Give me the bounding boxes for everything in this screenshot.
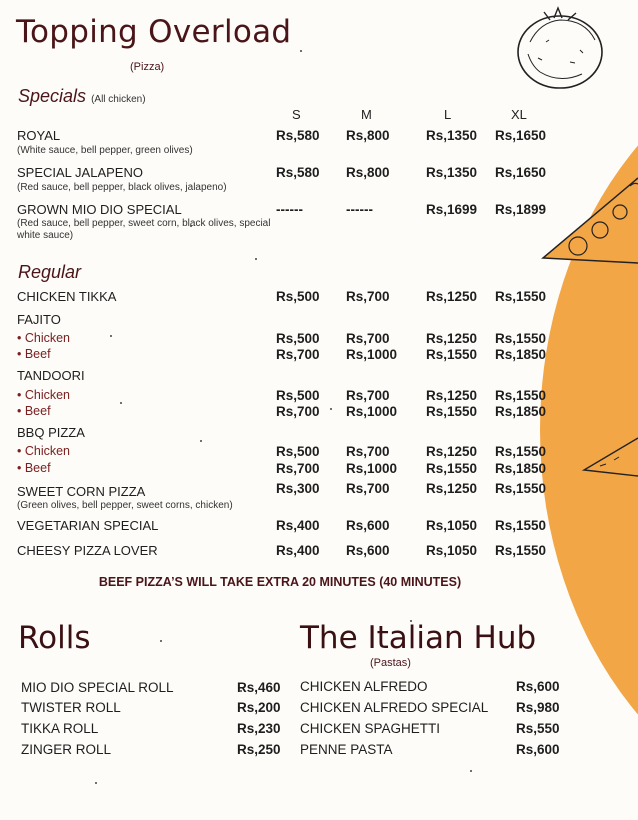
speckle <box>200 440 202 442</box>
price-l: Rs,1250 <box>426 289 478 304</box>
roll-item-name: MIO DIO SPECIAL ROLL <box>21 680 174 695</box>
menu-item-desc: (Green olives, bell pepper, sweet corns, chicken) <box>17 500 233 511</box>
price-xl: Rs,1550 <box>495 331 547 346</box>
price-s: Rs,400 <box>276 518 320 533</box>
menu-item-name: TANDOORI <box>17 368 85 383</box>
price-l: Rs,1250 <box>426 331 478 346</box>
roll-item-name: TIKKA ROLL <box>21 721 99 736</box>
price-m: Rs,800 <box>346 128 390 143</box>
price-l: Rs,1350 <box>426 128 478 143</box>
price-l: Rs,1550 <box>426 461 478 476</box>
pasta-item-name: CHICKEN ALFREDO <box>300 679 428 694</box>
roll-item-price: Rs,200 <box>237 700 281 715</box>
pasta-item-name: CHICKEN SPAGHETTI <box>300 721 441 736</box>
menu-item-desc: (Red sauce, bell pepper, sweet corn, black olives, special white sauce) <box>17 218 271 241</box>
price-s: Rs,300 <box>276 481 320 496</box>
price-xl: Rs,1550 <box>495 388 547 403</box>
speckle <box>110 335 112 337</box>
speckle <box>160 640 162 642</box>
price-s: ------ <box>276 202 303 217</box>
variant-beef: • Beef <box>17 347 51 361</box>
price-s: Rs,500 <box>276 289 320 304</box>
menu-item-name: SWEET CORN PIZZA <box>17 484 146 499</box>
price-s: Rs,700 <box>276 347 320 362</box>
price-l: Rs,1550 <box>426 404 478 419</box>
roll-item-price: Rs,460 <box>237 680 281 695</box>
variant-beef: • Beef <box>17 404 51 418</box>
speckle <box>255 258 257 260</box>
italian-hub-subtitle: (Pastas) <box>370 657 411 669</box>
price-xl: Rs,1550 <box>495 518 547 533</box>
price-l: Rs,1250 <box>426 444 478 459</box>
pasta-item-name: CHICKEN ALFREDO SPECIAL <box>300 700 489 715</box>
roll-item-price: Rs,230 <box>237 721 281 736</box>
specials-heading-text: Specials <box>18 86 87 106</box>
regular-heading: Regular <box>18 262 82 282</box>
specials-note: (All chicken) <box>91 94 146 105</box>
size-header-xl: XL <box>511 107 527 122</box>
menu-subtitle: (Pizza) <box>130 61 165 73</box>
price-xl: Rs,1550 <box>495 543 547 558</box>
variant-chicken: • Chicken <box>17 444 71 458</box>
price-xl: Rs,1650 <box>495 165 547 180</box>
price-l: Rs,1550 <box>426 347 478 362</box>
price-m: ------ <box>346 202 373 217</box>
price-s: Rs,500 <box>276 444 320 459</box>
price-xl: Rs,1850 <box>495 404 547 419</box>
price-l: Rs,1350 <box>426 165 478 180</box>
menu-item-desc: (Red sauce, bell pepper, black olives, jalapeno) <box>17 182 227 193</box>
roll-item-price: Rs,250 <box>237 742 281 757</box>
price-l: Rs,1699 <box>426 202 478 217</box>
size-header-m: M <box>361 107 372 122</box>
menu-item-name: CHEESY PIZZA LOVER <box>17 543 158 558</box>
speckle <box>95 782 97 784</box>
price-xl: Rs,1850 <box>495 347 547 362</box>
price-m: Rs,700 <box>346 289 390 304</box>
pizza-slice-illustration <box>580 430 638 480</box>
price-m: Rs,1000 <box>346 461 398 476</box>
beef-time-note: BEEF PIZZA’S WILL TAKE EXTRA 20 MINUTES (40 MINUTES) <box>98 575 462 589</box>
price-s: Rs,400 <box>276 543 320 558</box>
menu-item-name: VEGETARIAN SPECIAL <box>17 518 159 533</box>
pasta-item-price: Rs,980 <box>516 700 560 715</box>
price-m: Rs,1000 <box>346 404 398 419</box>
menu-item-desc: (White sauce, bell pepper, green olives) <box>17 145 193 156</box>
roll-item-name: TWISTER ROLL <box>21 700 121 715</box>
price-xl: Rs,1650 <box>495 128 547 143</box>
price-s: Rs,500 <box>276 331 320 346</box>
menu-item-name: CHICKEN TIKKA <box>17 289 117 304</box>
menu-item-name: GROWN MIO DIO SPECIAL <box>17 202 182 217</box>
price-m: Rs,700 <box>346 481 390 496</box>
price-m: Rs,700 <box>346 388 390 403</box>
price-m: Rs,700 <box>346 331 390 346</box>
variant-chicken: • Chicken <box>17 331 71 345</box>
price-s: Rs,500 <box>276 388 320 403</box>
tomato-illustration <box>510 2 610 92</box>
pasta-item-price: Rs,600 <box>516 679 560 694</box>
price-xl: Rs,1899 <box>495 202 547 217</box>
price-m: Rs,700 <box>346 444 390 459</box>
price-m: Rs,600 <box>346 543 390 558</box>
pasta-item-name: PENNE PASTA <box>300 742 393 757</box>
pasta-item-price: Rs,600 <box>516 742 560 757</box>
price-l: Rs,1050 <box>426 543 478 558</box>
speckle <box>470 770 472 772</box>
price-l: Rs,1050 <box>426 518 478 533</box>
menu-item-name: ROYAL <box>17 128 61 143</box>
menu-item-name: SPECIAL JALAPENO <box>17 165 143 180</box>
speckle <box>300 50 302 52</box>
specials-heading <box>18 86 146 107</box>
price-xl: Rs,1550 <box>495 481 547 496</box>
pasta-item-price: Rs,550 <box>516 721 560 736</box>
price-m: Rs,1000 <box>346 347 398 362</box>
menu-item-name: BBQ PIZZA <box>17 425 85 440</box>
price-xl: Rs,1850 <box>495 461 547 476</box>
price-s: Rs,700 <box>276 404 320 419</box>
pizza-slice-illustration <box>538 168 638 268</box>
menu-item-name: FAJITO <box>17 312 61 327</box>
price-s: Rs,700 <box>276 461 320 476</box>
price-xl: Rs,1550 <box>495 289 547 304</box>
size-header-l: L <box>444 107 452 122</box>
italian-hub-title: The Italian Hub <box>300 620 537 656</box>
price-m: Rs,800 <box>346 165 390 180</box>
variant-chicken: • Chicken <box>17 388 71 402</box>
variant-beef: • Beef <box>17 461 51 475</box>
speckle <box>330 408 332 410</box>
price-l: Rs,1250 <box>426 481 478 496</box>
price-s: Rs,580 <box>276 165 320 180</box>
menu-title: Topping Overload <box>16 14 292 50</box>
speckle <box>120 402 122 404</box>
size-header-s: S <box>292 107 301 122</box>
roll-item-name: ZINGER ROLL <box>21 742 112 757</box>
price-s: Rs,580 <box>276 128 320 143</box>
price-xl: Rs,1550 <box>495 444 547 459</box>
price-l: Rs,1250 <box>426 388 478 403</box>
price-m: Rs,600 <box>346 518 390 533</box>
rolls-title: Rolls <box>18 620 91 656</box>
